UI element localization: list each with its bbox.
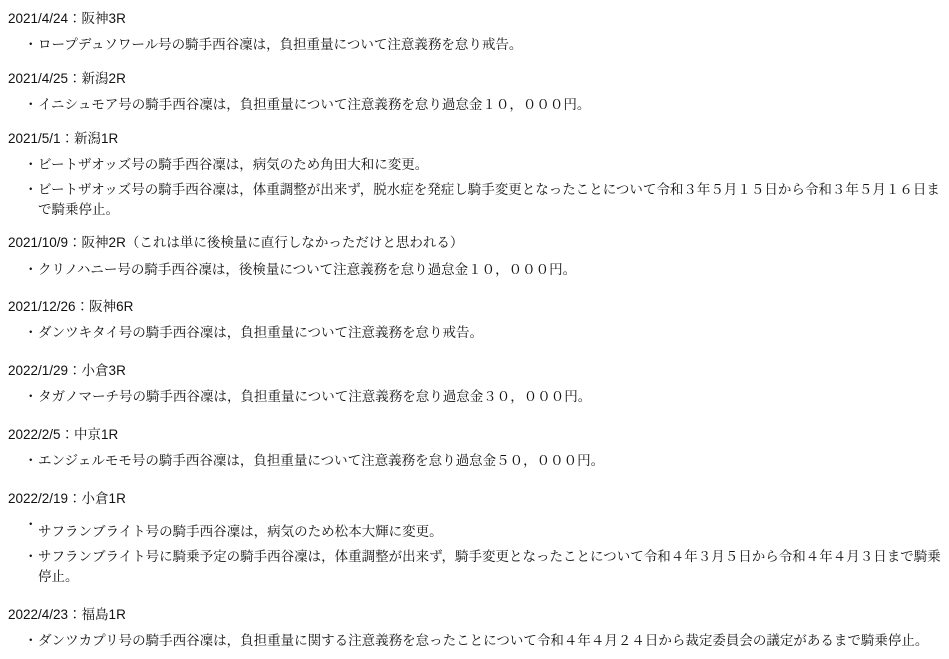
log-entry	[8, 354, 941, 416]
list-item-text: ビートザオッズ号の騎手西谷凜は，病気のため角田大和に変更。	[38, 155, 941, 175]
entry-date-venue: 2022/1/29：小倉3R	[8, 354, 941, 384]
list-item-text: イニシュモア号の騎手西谷凜は，負担重量について注意義務を怠り過怠金１０，０００円。	[38, 95, 941, 115]
bullet-icon: ・	[24, 95, 38, 115]
list-item-text: ダンツカプリ号の騎手西谷凜は，負担重量に関する注意義務を怠ったことについて令和４年４月２４日から裁定委員会の議定があるまで騎乗停止。	[38, 631, 941, 651]
list-item-text: サフランブライト号に騎乗予定の騎手西谷凜は，体重調整が出来ず，騎手変更となったことについて令和４年３月５日から令和４年４月３日まで騎乗停止。	[38, 547, 941, 586]
entry-item-list	[8, 512, 941, 596]
bullet-icon: ・	[24, 631, 38, 651]
log-entry	[8, 66, 941, 124]
list-item-text: サフランブライト号の騎手西谷凜は，病気のため松本大輝に変更。	[38, 522, 941, 542]
log-entry	[8, 482, 941, 596]
list-item-text: タガノマーチ号の騎手西谷凜は，負担重量について注意義務を怠り過怠金３０，０００円。	[38, 387, 941, 407]
log-entry	[8, 598, 941, 659]
bullet-icon: ・	[24, 451, 38, 471]
entry-item-list	[8, 152, 941, 229]
list-item	[8, 512, 941, 545]
bullet-icon: ・	[24, 515, 38, 535]
bullet-icon: ・	[24, 547, 38, 567]
list-item	[8, 448, 941, 474]
entry-item-list	[8, 320, 941, 352]
log-entry	[8, 290, 941, 352]
log-entry	[8, 126, 941, 229]
list-item	[8, 544, 941, 589]
entry-date-venue: 2022/2/5：中京1R	[8, 418, 941, 448]
entry-date-venue: 2022/4/23：福島1R	[8, 598, 941, 628]
list-item	[8, 32, 941, 58]
entry-item-list	[8, 628, 941, 659]
list-item	[8, 257, 941, 283]
entry-item-list	[8, 32, 941, 64]
bullet-icon: ・	[24, 155, 38, 175]
entry-item-list	[8, 257, 941, 289]
list-item-text: エンジェルモモ号の騎手西谷凜は，負担重量について注意義務を怠り過怠金５０，０００円。	[38, 451, 941, 471]
list-item	[8, 92, 941, 118]
log-entry	[8, 230, 941, 288]
bullet-icon: ・	[24, 35, 38, 55]
list-item-text: ロープデュソワール号の騎手西谷凜は，負担重量について注意義務を怠り戒告。	[38, 35, 941, 55]
entry-item-list	[8, 448, 941, 480]
bullet-icon: ・	[24, 387, 38, 407]
list-item-text: ダンツキタイ号の騎手西谷凜は，負担重量について注意義務を怠り戒告。	[38, 323, 941, 343]
entry-date-venue: 2021/10/9：阪神2R（これは単に後検量に直行しなかっただけと思われる）	[8, 230, 941, 256]
log-entry	[8, 6, 941, 64]
list-item-text: クリノハニー号の騎手西谷凜は，後検量について注意義務を怠り過怠金１０，０００円。	[38, 260, 941, 280]
bullet-icon: ・	[24, 260, 38, 280]
entry-item-list	[8, 92, 941, 124]
bullet-icon: ・	[24, 323, 38, 343]
list-item	[8, 384, 941, 410]
entry-date-venue: 2021/5/1：新潟1R	[8, 126, 941, 152]
entry-item-list	[8, 384, 941, 416]
list-item	[8, 628, 941, 654]
list-item	[8, 320, 941, 346]
entry-date-venue: 2022/2/19：小倉1R	[8, 482, 941, 512]
entry-date-venue: 2021/4/25：新潟2R	[8, 66, 941, 92]
entry-date-venue: 2021/4/24：阪神3R	[8, 6, 941, 32]
entry-date-venue: 2021/12/26：阪神6R	[8, 290, 941, 320]
list-item	[8, 177, 941, 222]
bullet-icon: ・	[24, 180, 38, 200]
list-item	[8, 152, 941, 178]
list-item-text: ビートザオッズ号の騎手西谷凜は，体重調整が出来ず，脱水症を発症し騎手変更となったことについて令和３年５月１５日から令和３年５月１６日まで騎乗停止。	[38, 180, 941, 219]
log-entry	[8, 418, 941, 480]
